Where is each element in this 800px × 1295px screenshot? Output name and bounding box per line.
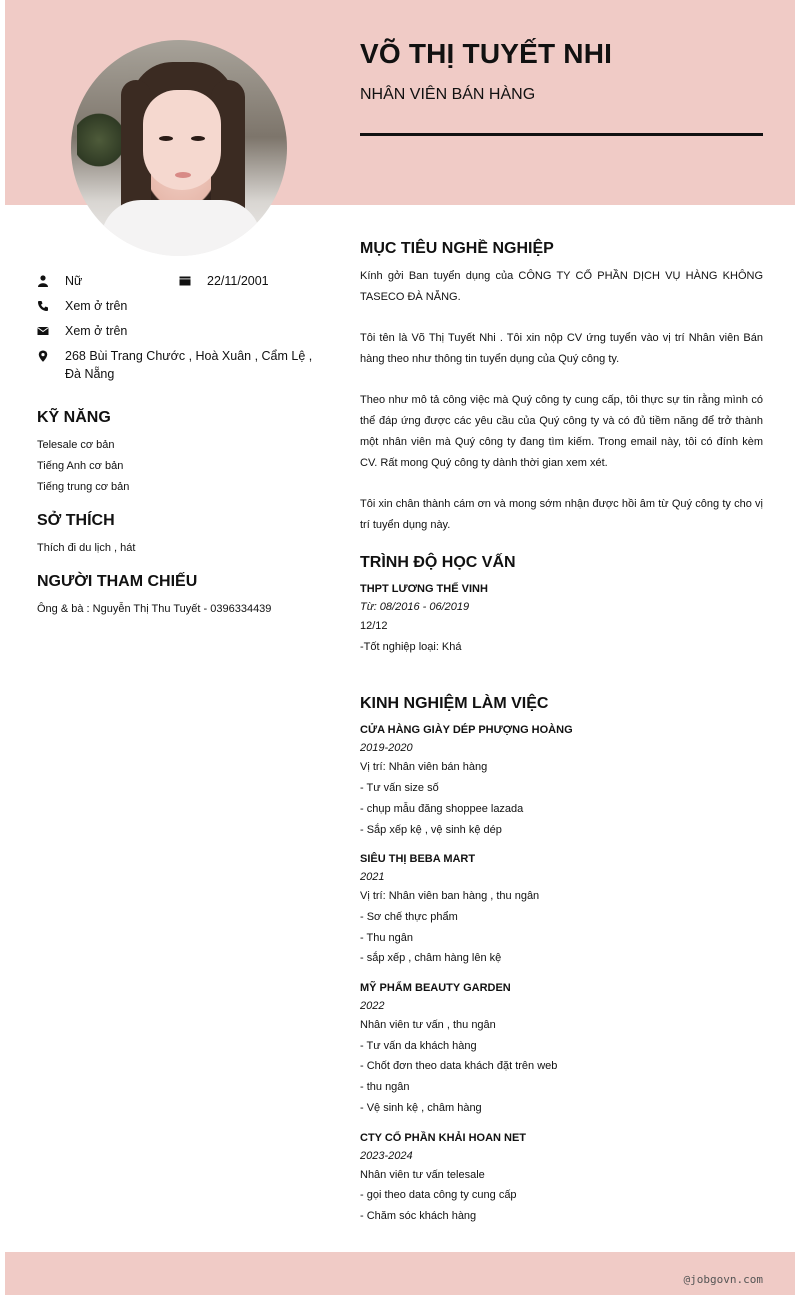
job-line: Nhân viên tư vấn telesale: [360, 1168, 485, 1181]
job-entry: [360, 850, 763, 969]
job-period: 2019-2020: [360, 742, 413, 755]
job-line: - gọi theo data công ty cung cấp: [360, 1189, 517, 1202]
job-line: - Sơ chế thực phẩm: [360, 910, 458, 923]
references-title: NGƯỜI THAM CHIẾU: [37, 573, 198, 590]
skill-item: Tiếng Anh cơ bản: [37, 460, 124, 472]
footer-band: [5, 1252, 795, 1295]
job-line: Vị trí: Nhân viên bán hàng: [360, 761, 488, 774]
job-entry: [360, 1129, 763, 1227]
education-title: TRÌNH ĐỘ HỌC VẤN: [360, 554, 516, 571]
school-period: Từ: 08/2016 - 06/2019: [360, 601, 470, 613]
location-pin-icon: [37, 350, 49, 362]
hobbies-title: SỞ THÍCH: [37, 512, 115, 529]
job-line: - sắp xếp , châm hàng lên kệ: [360, 952, 502, 965]
gender-dob-row: [37, 272, 327, 297]
job-line: - Vệ sinh kệ , châm hàng: [360, 1101, 482, 1114]
job-line: Vị trí: Nhân viên ban hàng , thu ngân: [360, 890, 540, 903]
job-period: 2023-2024: [360, 1149, 413, 1162]
gender-value: Nữ: [65, 274, 83, 288]
skills-title: KỸ NĂNG: [37, 409, 111, 426]
education-line: 12/12: [360, 620, 388, 632]
candidate-name: VÕ THỊ TUYẾT NHI: [360, 38, 613, 69]
job-line: Nhân viên tư vấn , thu ngân: [360, 1019, 496, 1032]
footer-brand: @jobgovn.com: [683, 1273, 763, 1286]
job-entry: [360, 721, 763, 840]
skill-item: Telesale cơ bản: [37, 439, 115, 451]
person-icon: [37, 275, 49, 287]
objective-paragraph: Tôi tên là Võ Thị Tuyết Nhi . Tôi xin nộp CV ứng tuyển vào vị trí Nhân viên Bán hàng theo như thông tin tuyển dụng của Quý công ty.: [360, 332, 763, 365]
objective-title: MỤC TIÊU NGHỀ NGHIỆP: [360, 240, 554, 257]
job-line: - Sắp xếp kệ , vệ sinh kệ dép: [360, 823, 502, 836]
job-entry: [360, 979, 763, 1119]
job-period: 2022: [360, 1000, 385, 1013]
email-row: [37, 322, 327, 347]
job-line: - Tư vấn size số: [360, 782, 439, 795]
job-org: SIÊU THỊ BEBA MART: [360, 853, 476, 866]
job-line: - chụp mẫu đăng shoppee lazada: [360, 802, 524, 815]
hobbies-text: Thích đi du lịch , hát: [37, 542, 136, 554]
job-line: - Chốt đơn theo data khách đặt trên web: [360, 1060, 558, 1073]
job-line: - Chăm sóc khách hàng: [360, 1209, 477, 1222]
objective-paragraph: Theo như mô tả công việc mà Quý công ty cung cấp, tôi thực sự tin rằng mình có thể đáp ứng được các yêu cầu của Quý công ty và có đủ tiềm năng để trở thành một nhân viên mà Quý công ty đang tìm kiếm. Trong email này, tôi có đính kèm CV. Rất mong Quý công ty dành thời gian xem xét.: [360, 394, 763, 469]
skill-item: Tiếng trung cơ bản: [37, 481, 130, 493]
job-line: - Tư vấn da khách hàng: [360, 1039, 477, 1052]
phone-icon: [37, 300, 49, 312]
cv-page: [5, 0, 795, 1295]
job-period: 2021: [360, 871, 385, 884]
experience-title: KINH NGHIỆM LÀM VIỆC: [360, 695, 549, 713]
calendar-icon: [179, 275, 191, 287]
dob-value: 22/11/2001: [207, 274, 269, 288]
school-name: THPT LƯƠNG THẾ VINH: [360, 583, 488, 595]
right-column: [360, 240, 763, 1237]
education-line: -Tốt nghiệp loại: Khá: [360, 640, 462, 653]
phone-row: [37, 297, 327, 322]
job-line: - Thu ngân: [360, 931, 414, 944]
objective-paragraph: Tôi xin chân thành cám ơn và mong sớm nhận được hồi âm từ Quý công ty cho vị trí tuyển dụng này.: [360, 498, 763, 531]
job-line: - thu ngân: [360, 1081, 410, 1094]
job-org: MỸ PHẨM BEAUTY GARDEN: [360, 982, 511, 995]
objective-paragraph: Kính gởi Ban tuyển dụng của CÔNG TY CỔ PHẦN DỊCH VỤ HÀNG KHÔNG TASECO ĐÀ NẴNG.: [360, 270, 763, 303]
job-org: CỬA HÀNG GIÀY DÉP PHƯỢNG HOÀNG: [360, 724, 573, 737]
address-value: 268 Bùi Trang Chước , Hoà Xuân , Cẩm Lệ , Đà Nẵng: [65, 349, 313, 381]
email-value: Xem ở trên: [65, 324, 128, 338]
profile-photo: [71, 40, 287, 256]
candidate-role: NHÂN VIÊN BÁN HÀNG: [360, 86, 536, 103]
header-divider: [360, 133, 763, 136]
email-icon: [37, 325, 49, 337]
phone-value: Xem ở trên: [65, 299, 128, 313]
job-org: CTY CỔ PHẦN KHẢI HOAN NET: [360, 1131, 527, 1144]
address-row: [37, 347, 327, 395]
left-column: [37, 272, 327, 620]
references-text: Ông & bà : Nguyễn Thị Thu Tuyết - 0396334439: [37, 603, 272, 615]
